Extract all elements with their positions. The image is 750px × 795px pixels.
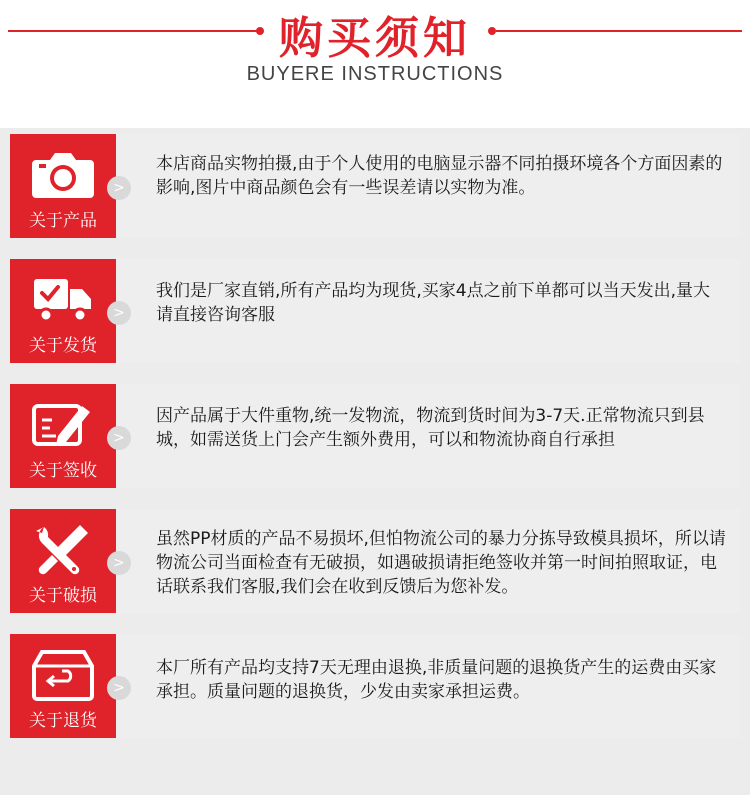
chevron-right-icon: > xyxy=(107,551,131,575)
instruction-row-shipping xyxy=(10,259,740,363)
instruction-text: 本厂所有产品均支持7天无理由退换,非质量问题的退换货产生的运费由买家承担。质量问题的退换货，少发由卖家承担运费。 xyxy=(156,658,717,702)
instruction-label: 关于破损 xyxy=(29,586,97,606)
instructions-list xyxy=(0,128,750,795)
header-divider-right xyxy=(496,30,742,32)
instruction-text: 因产品属于大件重物,统一发物流，物流到货时间为3-7天.正常物流只到县城，如需送货上门会产生额外费用，可以和物流协商自行承担 xyxy=(156,406,705,450)
instruction-row-product xyxy=(10,134,740,238)
chevron-right-icon: > xyxy=(107,426,131,450)
page-title: 购买须知 xyxy=(279,13,471,64)
instruction-badge xyxy=(10,384,116,488)
sign-document-icon xyxy=(30,396,96,452)
camera-icon xyxy=(30,146,96,202)
instruction-badge xyxy=(10,259,116,363)
instruction-label: 关于退货 xyxy=(29,711,97,731)
instruction-badge xyxy=(10,509,116,613)
wrench-screwdriver-icon xyxy=(30,521,96,577)
instruction-text: 我们是厂家直销,所有产品均为现货,买家4点之前下单都可以当天发出,量大请直接咨询客服 xyxy=(156,281,711,325)
return-box-icon xyxy=(30,646,96,702)
chevron-right-icon: > xyxy=(107,176,131,200)
instruction-text: 虽然PP材质的产品不易损坏,但怕物流公司的暴力分拣导致模具损坏，所以请物流公司当面检查有无破损，如遇破损请拒绝签收并第一时间拍照取证，电话联系我们客服,我们会在收到反馈后为您补发。 xyxy=(156,529,726,597)
instruction-text: 本店商品实物拍摄,由于个人使用的电脑显示器不同拍摄环境各个方面因素的影响,图片中商品颜色会有一些误差请以实物为准。 xyxy=(156,154,723,198)
instruction-badge xyxy=(10,134,116,238)
instruction-row-damage xyxy=(10,509,740,613)
chevron-right-icon: > xyxy=(107,676,131,700)
page-header xyxy=(0,0,750,110)
page-subtitle: BUYERE INSTRUCTIONS xyxy=(246,63,504,85)
chevron-right-icon: > xyxy=(107,301,131,325)
header-dot-right xyxy=(488,27,496,35)
instruction-row-signing xyxy=(10,384,740,488)
instruction-label: 关于产品 xyxy=(29,211,97,231)
instruction-label: 关于签收 xyxy=(29,461,97,481)
instruction-badge xyxy=(10,634,116,738)
instruction-row-returns xyxy=(10,634,740,738)
instruction-label: 关于发货 xyxy=(29,336,97,356)
delivery-truck-icon xyxy=(30,271,96,327)
